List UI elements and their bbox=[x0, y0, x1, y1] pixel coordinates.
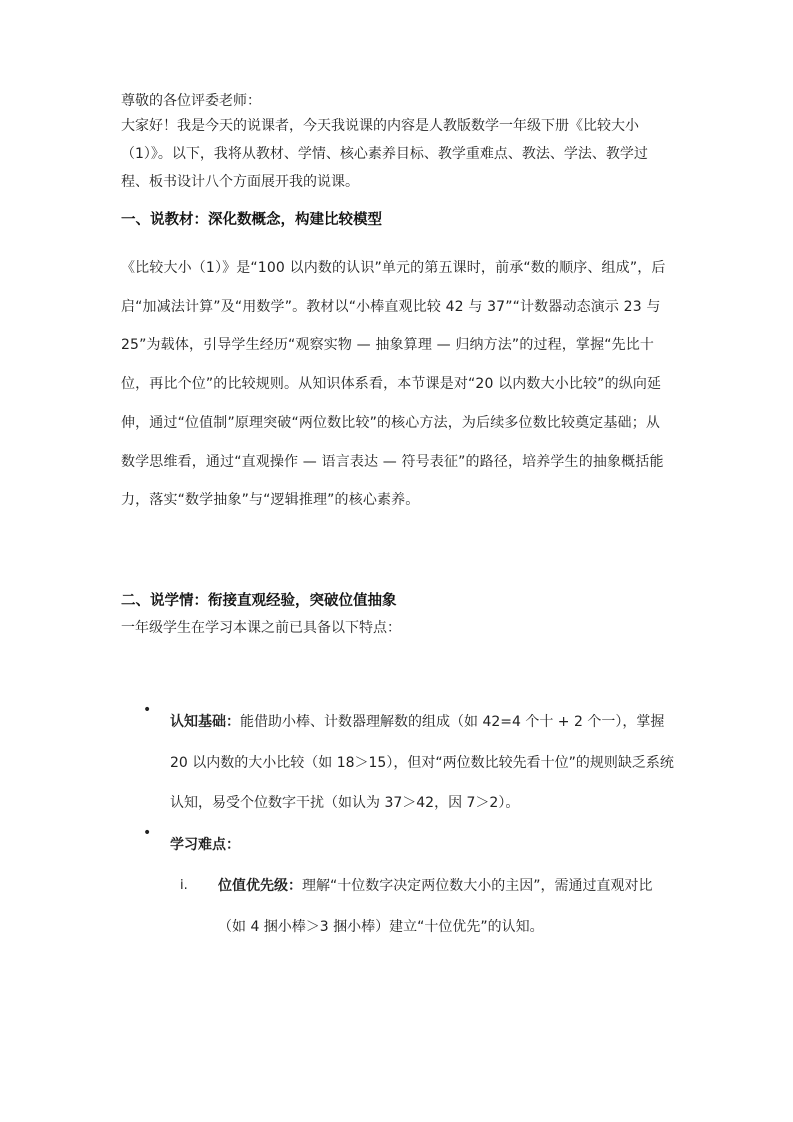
subitem-text: 理解“十位数字决定两位数大小的主因”，需通过直观对比（如 4 捆小棒＞3 捆小棒）建立“十位优先”的认知。 bbox=[218, 878, 653, 935]
salutation: 尊敬的各位评委老师： bbox=[121, 93, 261, 109]
section-2-lead: 一年级学生在学习本课之前已具备以下特点： bbox=[121, 620, 401, 636]
bullet-content bbox=[170, 825, 675, 866]
bullet-label: 认知基础： bbox=[170, 714, 240, 730]
intro-paragraph: 大家好！我是今天的说课者，今天我说课的内容是人教版数学一年级下册《比较大小（1）》。以下，我将从教材、学情、核心素养目标、教学重难点、教法、学法、教学过程、板书设计八个方面展开我的说课。 bbox=[121, 118, 648, 190]
bullet-icon: • bbox=[143, 702, 152, 718]
bullet-content bbox=[170, 702, 675, 824]
subitem-content bbox=[218, 866, 678, 947]
bullet-icon: • bbox=[143, 825, 152, 841]
subitem-label: 位值优先级： bbox=[218, 878, 302, 894]
bullet-label: 学习难点： bbox=[170, 837, 240, 853]
subitem-number: i. bbox=[180, 878, 188, 893]
section-1-paragraph: 《比较大小（1）》是“100 以内数的认识”单元的第五课时，前承“数的顺序、组成”，后启“加减法计算”及“用数学”。教材以“小棒直观比较 42 与 37”“计数器动态演示 23 与 25”为载体，引导学生经历“观察实物 — 抽象算理 — 归纳方法”的过程，掌握“先比十位，再比个位”的比较规则。从知识体系看，本节课是对“20 以内数大小比较”的纵向延伸，通过“位值制”原理突破“两位数比较”的核心方法，为后续多位数比较奠定基础；从数学思维看，通过“直观操作 — 语言表达 — 符号表征”的路径，培养学生的抽象概括能力，落实“数学抽象”与“逻辑推理”的核心素养。 bbox=[121, 260, 666, 509]
bullet-text: 能借助小棒、计数器理解数的组成（如 42=4 个十 + 2 个一），掌握 20 以内数的大小比较（如 18＞15），但对“两位数比较先看十位”的规则缺乏系统认知，易受个位数字干扰（如认为 37＞42，因 7＞2）。 bbox=[170, 714, 674, 811]
section-2-heading: 二、说学情：衔接直观经验，突破位值抽象 bbox=[121, 593, 397, 609]
section-1-heading: 一、说教材：深化数概念，构建比较模型 bbox=[121, 212, 382, 228]
